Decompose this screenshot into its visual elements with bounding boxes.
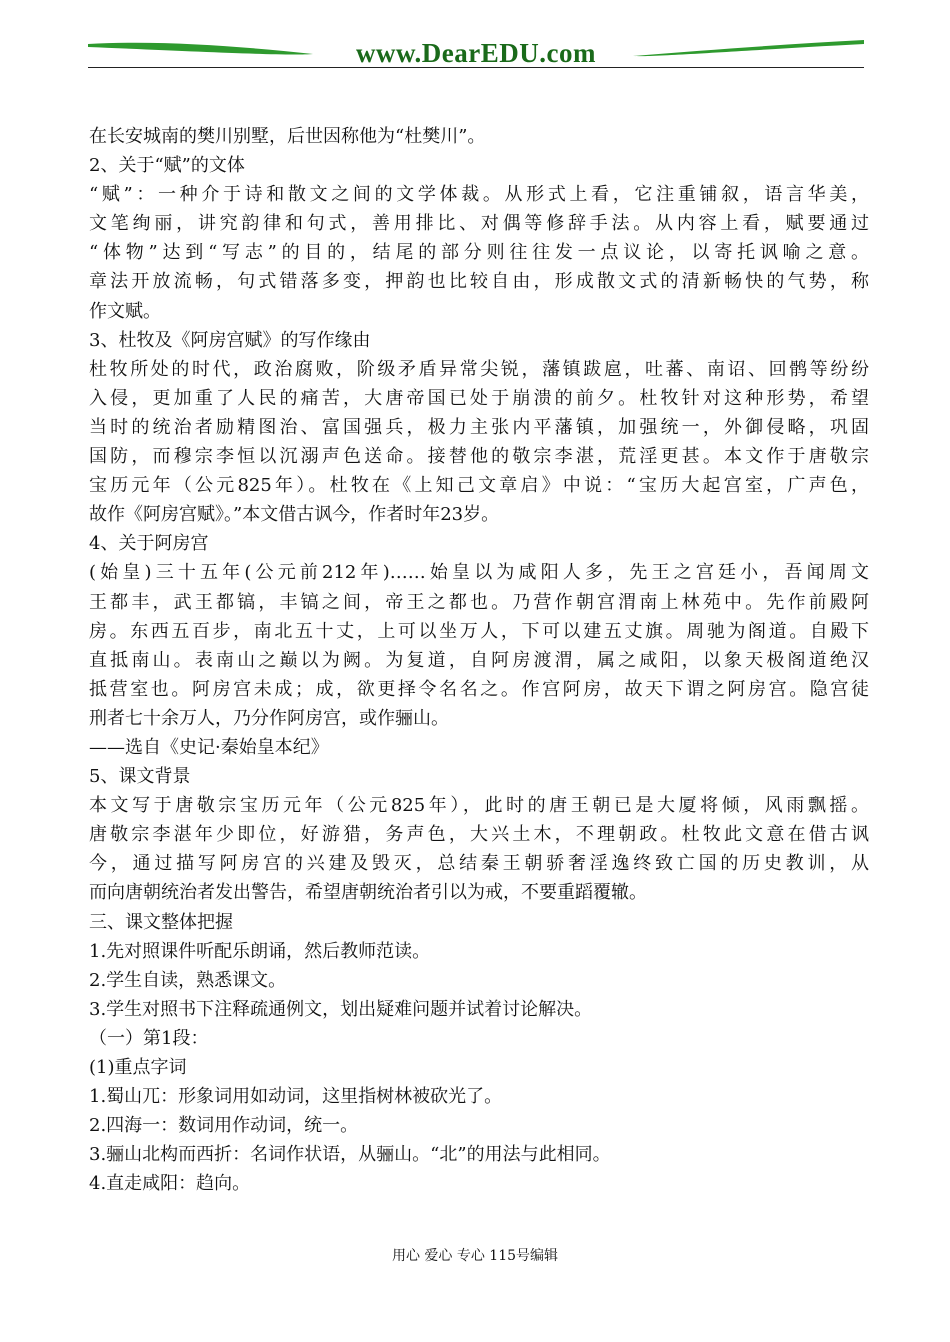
text-line: 入侵，更加重了人民的痛苦，大唐帝国已处于崩溃的前夕。杜牧针对这种形势，希望 xyxy=(89,387,869,409)
page-footer: 用心 爱心 专心 115号编辑 xyxy=(391,1248,559,1264)
text-line: (1)重点字词 xyxy=(89,1057,187,1078)
text-line: 杜牧所处的时代，政治腐败，阶级矛盾异常尖锐，藩镇跋扈，吐蕃、南诏、回鹘等纷纷 xyxy=(89,358,869,380)
text-line: 3.骊山北构而西折：名词作状语，从骊山。“北”的用法与此相同。 xyxy=(89,1144,611,1166)
text-line: 5、课文背景 xyxy=(89,766,191,788)
text-line: 国防，而穆宗李恒以沉溺声色送命。接替他的敬宗李湛，荒淫更甚。本文作于唐敬宗 xyxy=(89,446,869,468)
text-line: 3.学生对照书下注释疏通例文，划出疑难问题并试着讨论解决。 xyxy=(89,998,593,1020)
text-line: 刑者七十余万人，乃分作阿房宫，或作骊山。 xyxy=(89,707,449,729)
text-line: 房。东西五百步，南北五十丈，上可以坐万人，下可以建五丈旗。周驰为阁道。自殿下 xyxy=(89,620,869,642)
document-body xyxy=(89,122,869,1198)
text-line: 1.先对照课件听配乐朗诵，然后教师范读。 xyxy=(89,940,431,962)
text-line: 4.直走咸阳：趋向。 xyxy=(89,1173,251,1195)
text-line: “赋”：一种介于诗和散文之间的文学体裁。从形式上看，它注重铺叙，语言华美， xyxy=(89,184,869,206)
text-line: (始皇)三十五年(公元前212年)……始皇以为咸阳人多，先王之宫廷小，吾闻周文 xyxy=(89,562,869,584)
text-line: 1.蜀山兀：形象词用如动词，这里指树林被砍光了。 xyxy=(89,1086,503,1108)
text-line: 而向唐朝统治者发出警告，希望唐朝统治者引以为戒，不要重蹈覆辙。 xyxy=(89,882,647,904)
text-line: 唐敬宗李湛年少即位，好游猎，务声色，大兴土木，不理朝政。杜牧此文意在借古讽 xyxy=(89,824,869,846)
site-logo-text[interactable]: www.DearEDU.com xyxy=(356,38,596,68)
text-line: 作文赋。 xyxy=(89,300,161,322)
text-line: 三、课文整体把握 xyxy=(89,911,233,933)
text-line: “体物”达到“写志”的目的，结尾的部分则往往发一点议论，以寄托讽喻之意。 xyxy=(89,242,869,264)
text-line: 当时的统治者励精图治、富国强兵，极力主张内平藩镇，加强统一，外御侵略，巩固 xyxy=(89,416,869,438)
text-line: ——选自《史记·秦始皇本纪》 xyxy=(89,736,329,758)
text-line: 王都丰，武王都镐，丰镐之间，帝王之都也。乃营作朝宫渭南上林苑中。先作前殿阿 xyxy=(89,591,869,613)
text-line: 抵营室也。阿房宫未成；成，欲更择令名名之。作宫阿房，故天下谓之阿房宫。隐宫徒 xyxy=(89,678,869,700)
header-divider xyxy=(88,67,864,68)
text-line: 在长安城南的樊川别墅，后世因称他为“杜樊川”。 xyxy=(89,126,486,147)
text-line: 4、关于阿房宫 xyxy=(89,533,209,555)
text-line: 3、杜牧及《阿房宫赋》的写作缘由 xyxy=(89,329,371,351)
text-line: 直抵南山。表南山之巅以为阙。为复道，自阿房渡渭，属之咸阳，以象天极阁道绝汉 xyxy=(89,649,869,671)
text-line: 本文写于唐敬宗宝历元年（公元825年），此时的唐王朝已是大厦将倾，风雨飘摇。 xyxy=(89,795,869,817)
text-line: 宝历元年（公元825年）。杜牧在《上知己文章启》中说：“宝历大起宫室，广声色， xyxy=(89,475,869,497)
text-line: 故作《阿房宫赋》。”本文借古讽今，作者时年23岁。 xyxy=(89,504,500,526)
text-line: 2.学生自读，熟悉课文。 xyxy=(89,969,287,991)
text-line: （一）第1段： xyxy=(89,1027,209,1049)
text-line: 今，通过描写阿房宫的兴建及毁灭，总结秦王朝骄奢淫逸终致亡国的历史教训，从 xyxy=(89,853,869,875)
page-header xyxy=(88,30,864,72)
text-line: 2、关于“赋”的文体 xyxy=(89,155,245,177)
text-line: 2.四海一：数词用作动词，统一。 xyxy=(89,1115,359,1137)
text-line: 文笔绚丽，讲究韵律和句式，善用排比、对偶等修辞手法。从内容上看，赋要通过 xyxy=(89,213,869,235)
text-line: 章法开放流畅，句式错落多变，押韵也比较自由，形成散文式的清新畅快的气势，称 xyxy=(89,271,869,293)
